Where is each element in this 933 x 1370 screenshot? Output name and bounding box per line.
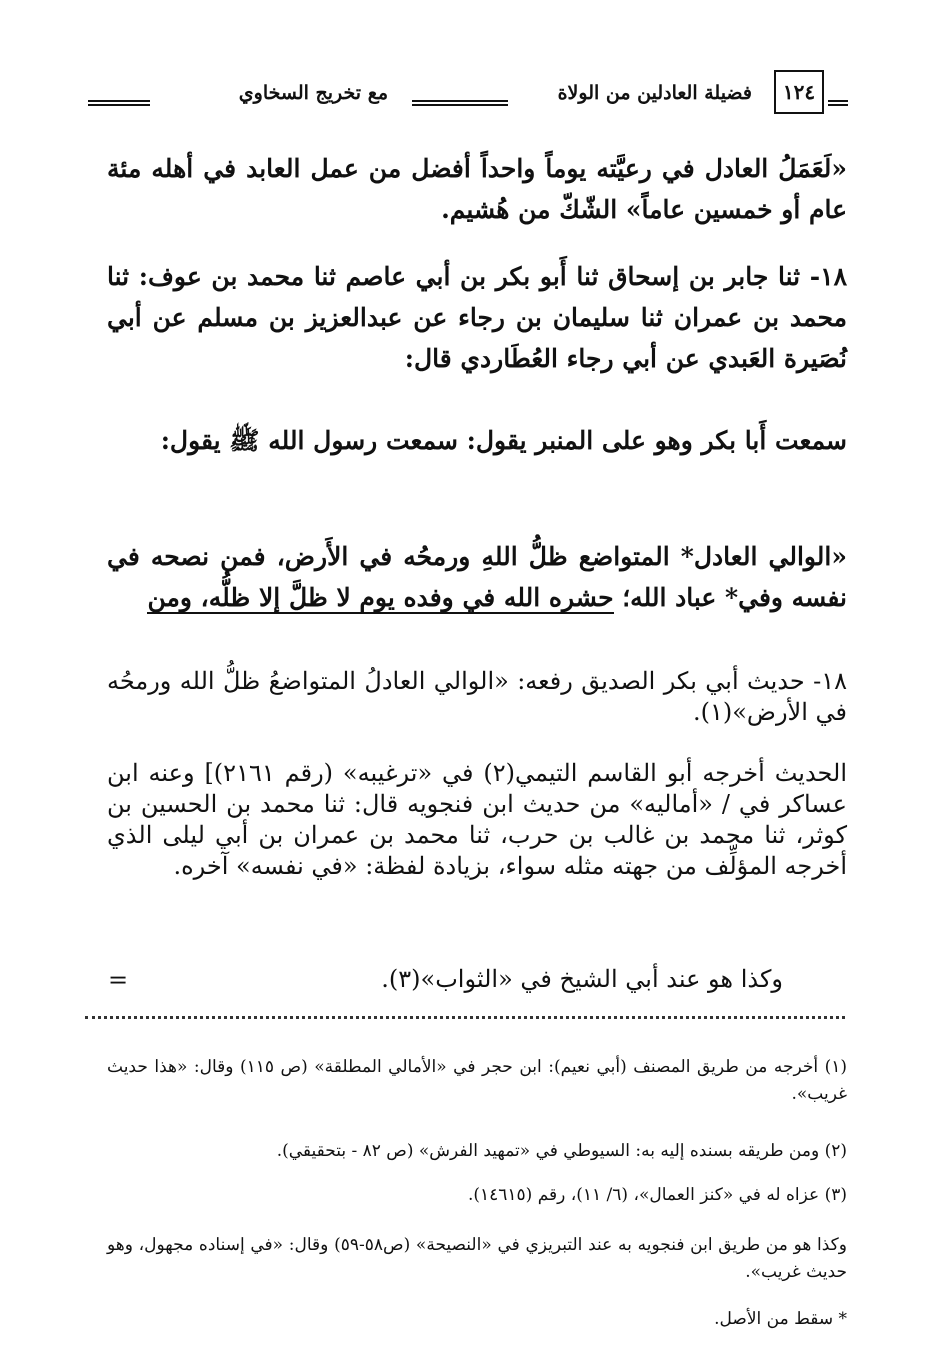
footnote-asterisk: * سقط من الأصل. xyxy=(714,1309,847,1329)
hadith-intro-paragraph: سمعت أَبا بكر وهو على المنبر يقول: سمعت رسول الله ﷺ يقول: xyxy=(160,426,847,455)
hadith-paragraph-1: «لَعَمَلُ العادل في رعيَّته يوماً واحداً أفضل من عمل العابد في أهله مئة عام أو خمسين عاماً» الشّكّ من هُشيم. xyxy=(107,154,847,224)
footnote-separator xyxy=(85,1016,845,1019)
hadith-text-part-2: حشره الله في وفده يوم لا ظلَّ إلا ظلُّه، ومن xyxy=(147,583,614,612)
footnote-2: (٢) ومن طريقه بسنده إليه به: السيوطي في «تمهيد الفرش» (ص ٨٢ - بتحقيقي). xyxy=(276,1141,847,1161)
continuation-mark: = xyxy=(108,966,129,994)
running-header xyxy=(88,68,848,128)
footnote-1: (١) أخرجه من طريق المصنف (أبي نعيم): ابن حجر في «الأمالي المطلقة» (ص ١١٥) وقال: «هذا حديث غريب». xyxy=(107,1057,847,1104)
commentary-body: الحديث أخرجه أبو القاسم التيمي(٢) في «ترغيبه» (رقم ٢١٦١)] وعنه ابن عساكر في / «أماليه» من حديث ابن فنجويه قال: ثنا محمد بن الحسين بن كوثر، ثنا محمد بن غالب بن حرب، ثنا محمد بن عمران بن أبي ليلى الذي أخرجه المؤلِّف من جهته مثله سواء، بزيادة لفظة: «في نفسه» آخره. xyxy=(107,759,848,880)
footnote-3: (٣) عزاه له في «كنز العمال»، (٦/ ١١)، رقم (١٤٦١٥). xyxy=(467,1185,847,1205)
header-title: فضيلة العادلين من الولاة xyxy=(557,82,752,104)
header-rule-left xyxy=(88,100,150,106)
commentary-note: وكذا هو عند أبي الشيخ في «الثواب»(٣). xyxy=(381,965,783,993)
page-number: ١٢٤ xyxy=(774,70,824,114)
isnad-paragraph: ١٨- ثنا جابر بن إسحاق ثنا أَبو بكر بن أبي عاصم ثنا محمد بن عوف: ثنا محمد بن عمران ثنا سليمان بن رجاء عن عبدالعزيز بن مسلم عن أبي نُصَيرة العَبدي عن أبي رجاء العُطَاردي قال: xyxy=(107,262,847,373)
header-subtitle: مع تخريج السخاوي xyxy=(238,82,388,104)
hadith-text-paragraph xyxy=(107,536,847,618)
commentary-heading: ١٨- حديث أبي بكر الصديق رفعه: «الوالي العادلُ المتواضعُ ظلُّ الله ورمحُه في الأرض»(١). xyxy=(107,667,847,726)
hadith-text-part-1: «الوالي العادل* المتواضع ظلُّ اللهِ ورمحُه في الأَرض، فمن نصحه في نفسه وفي* عباد الله؛ xyxy=(107,542,847,612)
footnote-3-continued: وكذا هو من طريق ابن فنجويه به عند التبريزي في «النصيحة» (ص٥٨-٥٩) وقال: «في إسناده مجهول، وهو حديث غريب». xyxy=(107,1235,847,1282)
header-rule-middle xyxy=(412,100,508,106)
header-rule-right xyxy=(828,100,848,106)
